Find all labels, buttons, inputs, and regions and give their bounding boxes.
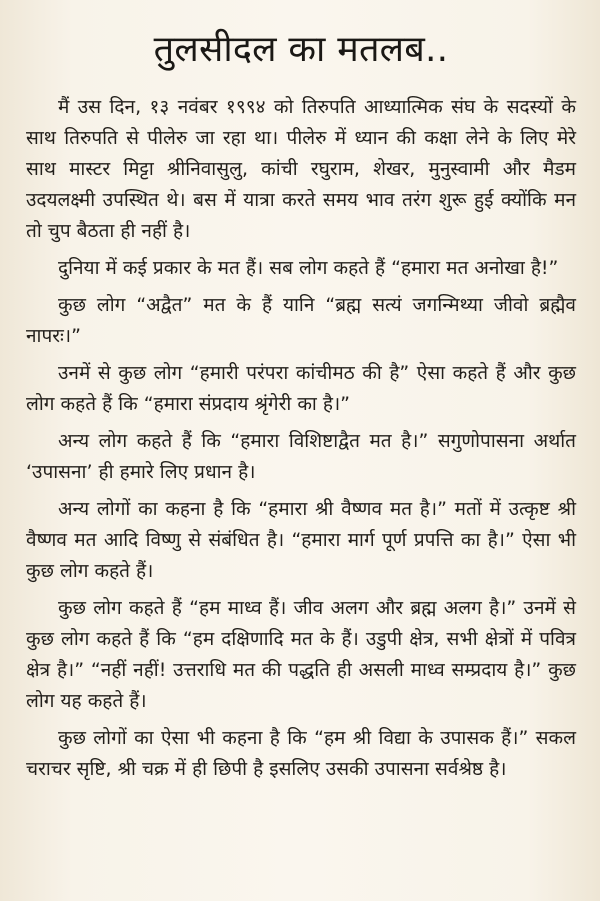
paragraph-journey: मैं उस दिन, १३ नवंबर १९९४ को तिरुपति आध्यात्मिक संघ के सदस्यों के साथ तिरुपति से पीलेरु जा रहा था। पीलेरु में ध्यान की कक्षा लेने के लिए मेरे साथ मास्टर मिट्टा श्रीनिवासुलु, कांची रघुराम, शेखर, मुनुस्वामी और मैडम उदयलक्ष्मी उपस्थित थे। बस में यात्रा करते समय भाव तरंग शुरू हुई क्योंकि मन तो चुप बैठता ही नहीं है। (26, 96, 576, 242)
paragraph-sri-vidya: कुछ लोगों का ऐसा भी कहना है कि “हम श्री विद्या के उपासक हैं।” सकल चराचर सृष्टि, श्री चक्र में ही छिपी है इसलिए उसकी उपासना सर्वश्रेष्ठ है। (26, 727, 576, 780)
paragraph-kanchi-sringeri: उनमें से कुछ लोग “हमारी परंपरा कांचीमठ की है” ऐसा कहते हैं और कुछ लोग कहते हैं कि “हमारा संप्रदाय श्रृंगेरी का है।” (26, 362, 576, 415)
paragraph-vishishtadvaita: अन्य लोग कहते हैं कि “हमारा विशिष्टाद्वैत मत है।” सगुणोपासना अर्थात ‘उपासना’ ही हमारे लिए प्रधान है। (26, 430, 576, 483)
paragraph-advaita: कुछ लोग “अद्वैत” मत के हैं यानि “ब्रह्म सत्यं जगन्मिथ्या जीवो ब्रह्मैव नापरः।” (26, 294, 576, 347)
paragraph-madhva: कुछ लोग कहते हैं “हम माध्व हैं। जीव अलग और ब्रह्म अलग है।” उनमें से कुछ लोग कहते हैं कि “हम दक्षिणादि मत के हैं। उडुपी क्षेत्र, सभी क्षेत्रों में पवित्र क्षेत्र है।” “नहीं नहीं! उत्तराधि मत की पद्धति ही असली माध्व सम्प्रदाय है।” कुछ लोग यह कहते हैं। (26, 597, 576, 712)
paragraph-sri-vaishnava: अन्य लोगों का कहना है कि “हमारा श्री वैष्णव मत है।” मतों में उत्कृष्ट श्री वैष्णव मत आदि विष्णु से संबंधित है। “हमारा मार्ग पूर्ण प्रपत्ति का है।” ऐसा भी कुछ लोग कहते हैं। (26, 498, 576, 582)
page-title: तुलसीदल का मतलब.. (153, 29, 449, 70)
paragraph-world-beliefs: दुनिया में कई प्रकार के मत हैं। सब लोग कहते हैं “हमारा मत अनोखा है!” (58, 257, 559, 279)
